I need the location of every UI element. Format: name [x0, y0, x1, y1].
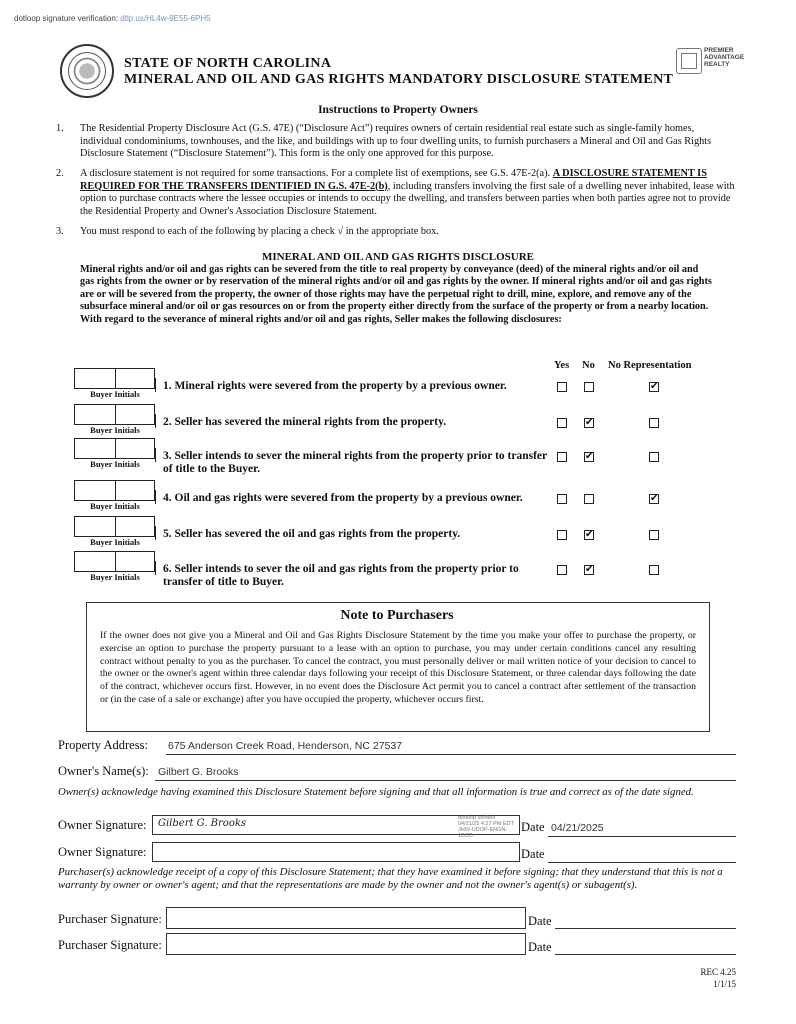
initials-cell[interactable] — [114, 516, 155, 537]
owner-names-label: Owner's Name(s): — [58, 764, 149, 778]
checkbox-yes[interactable] — [557, 418, 567, 428]
purchaser-date-line — [555, 928, 736, 929]
owner-names-value[interactable]: Gilbert G. Brooks — [158, 766, 239, 778]
buyer-initials-label: Buyer Initials — [74, 571, 156, 584]
item-text-emphasis: A DISCLOSURE STATEMENT IS REQUIRED FOR THE TRANSFERS IDENTIFIED IN G.S. 47E-2(b) — [80, 168, 707, 192]
purchaser-signature-label: Purchaser Signature: — [58, 912, 162, 926]
owner-signature-label: Owner Signature: — [58, 818, 147, 832]
initials-cell[interactable] — [114, 404, 155, 425]
disclosure-body: Mineral rights and/or oil and gas rights can be severed from the title to real property by conveyance (deed) of the mineral rights and/or oil and gas rights from the owner or by reservation of the mineral rights and/or oil and gas rights by the owner. If mineral rights and/or oil and gas rights are or will be severed from the property, the owner of those rights may have the perpetual right to drill, mine, explore, and remove any of the subsurface mineral and/or oil or gas resources on or from the property either directly from the surface of the property or from a nearby location. With regard to the severance of mineral rights and/or oil and gas rights, Seller makes the following disclosures: — [80, 264, 712, 325]
buyer-initials-box[interactable] — [74, 438, 156, 469]
owner-acknowledgement: Owner(s) acknowledge having examined this Disclosure Statement before signing and that all information is true and correct as of the date signed. — [58, 786, 694, 798]
purchaser-signature-field[interactable] — [166, 907, 526, 929]
question-text: 6. Seller intends to sever the oil and gas rights from the property prior to transfer of title to Buyer. — [163, 563, 519, 588]
col-no-representation: No Representation — [608, 360, 692, 371]
checkbox-no-representation[interactable] — [649, 530, 659, 540]
item-number: 2. — [56, 168, 64, 179]
note-body: If the owner does not give you a Mineral and Oil and Gas Rights Disclosure Statement by the time you make your offer to purchase the property, or exercise an option to purchase the property pursuant to a lease with an option to purchase, you may under certain conditions cancel any resulting contract without penalty to you as the purchaser. To cancel the contract, you must personally deliver or mail written notice of your decision to cancel to the owner or the owner's agent within three calendar days following your receipt of this Disclosure Statement, or three calendar days following the date of the contract, whichever occurs first. However, in no event does the Disclosure Act permit you to cancel a contract after settlement of the transaction or (in the case of a sale or exchange) after you have occupied the property, whichever occurs first. — [100, 630, 696, 705]
item-text — [80, 168, 736, 218]
checkbox-no[interactable] — [584, 382, 594, 392]
initials-cell[interactable] — [114, 368, 155, 389]
checkbox-yes[interactable] — [557, 530, 567, 540]
question-text: 2. Seller has severed the mineral rights from the property. — [163, 416, 447, 428]
checkbox-yes[interactable] — [557, 452, 567, 462]
item-number: 1. — [56, 123, 64, 134]
initials-cell[interactable] — [114, 551, 155, 572]
logo-mark-icon — [676, 48, 702, 74]
owner-date-2-label: Date — [521, 847, 545, 861]
instructions-title: Instructions to Property Owners — [318, 104, 478, 116]
checkbox-no-representation[interactable] — [649, 418, 659, 428]
owner-signature-2-label: Owner Signature: — [58, 845, 147, 859]
purchaser-date-label: Date — [528, 914, 552, 928]
checkbox-no[interactable]: ✔ — [585, 417, 594, 428]
property-address-line — [166, 754, 736, 755]
buyer-initials-label: Buyer Initials — [74, 424, 156, 437]
checkbox-no[interactable]: ✔ — [585, 451, 594, 462]
checkbox-no-representation[interactable] — [649, 452, 659, 462]
initials-cell[interactable] — [74, 438, 116, 459]
disclosure-title: MINERAL AND OIL AND GAS RIGHTS DISCLOSURE — [261, 251, 534, 263]
owner-date-label: Date — [521, 820, 545, 834]
col-yes: Yes — [554, 360, 570, 371]
item-text-a: A disclosure statement is not required for some transactions. For a complete list of exemptions, see G.S. 47E-2(a). — [80, 168, 553, 179]
item-text: The Residential Property Disclosure Act (G.S. 47E) (“Disclosure Act”) requires owners of certain residential real estate such as single-family homes, individual condominiums, townhouses, and the like, and buildings with up to four dwelling units, to furnish purchasers a Mineral and Oil and Gas Rights Disclosure Statement (“Disclosure Statement”). This form is the only one approved for this purpose. — [80, 123, 712, 159]
checkbox-yes[interactable] — [557, 382, 567, 392]
checkbox-yes[interactable] — [557, 565, 567, 575]
purchaser-signature-2-field[interactable] — [166, 933, 526, 955]
col-no: No — [582, 360, 595, 371]
checkbox-yes[interactable] — [557, 494, 567, 504]
logo-line-3: REALTY — [704, 61, 730, 68]
item-text: You must respond to each of the following by placing a check √ in the appropriate box. — [80, 226, 439, 237]
form-revision: 1/1/15 — [712, 979, 736, 989]
brokerage-logo — [676, 46, 786, 76]
item-text-c: , including transfers involving the first sale of a dwelling never inhabited, lease with option to purchase contracts where the lessee occupies or intends to occupy the dwelling, and transfers between parties when both parties agree not to provide the Residential Property and Owner's Association Disclosure Statement. — [80, 180, 735, 217]
property-address-value[interactable]: 675 Anderson Creek Road, Henderson, NC 27537 — [168, 740, 403, 752]
initials-cell[interactable] — [114, 480, 155, 501]
buyer-initials-label: Buyer Initials — [74, 500, 156, 513]
purchaser-date-2-label: Date — [528, 940, 552, 954]
signature-verification — [14, 14, 211, 23]
initials-cell[interactable] — [74, 404, 116, 425]
checkbox-no-representation[interactable] — [649, 565, 659, 575]
state-title: STATE OF NORTH CAROLINA — [124, 56, 332, 71]
property-address-label: Property Address: — [58, 738, 148, 752]
state-seal — [60, 44, 114, 98]
buyer-initials-box[interactable] — [74, 368, 156, 399]
form-title: MINERAL AND OIL AND GAS RIGHTS MANDATORY DISCLOSURE STATEMENT — [124, 72, 674, 87]
initials-cell[interactable] — [114, 438, 155, 459]
checkbox-no-representation[interactable]: ✔ — [650, 493, 659, 504]
buyer-initials-box[interactable] — [74, 516, 156, 547]
logo-line-2: ADVANTAGE — [704, 54, 745, 61]
buyer-initials-box[interactable] — [74, 404, 156, 435]
logo-line-1: PREMIER — [704, 47, 734, 54]
instruction-item-1 — [56, 123, 736, 161]
initials-cell[interactable] — [74, 516, 116, 537]
question-text: 5. Seller has severed the oil and gas rights from the property. — [163, 528, 461, 540]
verification-label: dotloop signature verification: — [14, 14, 119, 23]
checkbox-no[interactable] — [584, 494, 594, 504]
owner-date-line — [548, 836, 736, 837]
initials-cell[interactable] — [74, 551, 116, 572]
owner-names-line — [155, 780, 736, 781]
note-title: Note to Purchasers — [340, 608, 454, 623]
initials-cell[interactable] — [74, 480, 116, 501]
question-text: 3. Seller intends to sever the mineral rights from the property prior to transfer of title to the Buyer. — [163, 450, 547, 475]
owner-signature-2-field[interactable] — [152, 842, 520, 862]
checkbox-no-representation[interactable]: ✔ — [650, 381, 659, 392]
owner-signature-script: Gilbert G. Brooks — [158, 818, 247, 829]
checkbox-no[interactable]: ✔ — [585, 529, 594, 540]
verification-link[interactable]: dtlp.us/HL4w-9E55-6PH5 — [120, 14, 211, 23]
item-number: 3. — [56, 226, 64, 237]
buyer-initials-label: Buyer Initials — [74, 458, 156, 471]
owner-date-value[interactable]: 04/21/2025 — [551, 822, 604, 834]
checkbox-no[interactable]: ✔ — [585, 564, 594, 575]
owner-date-2-line — [548, 862, 736, 863]
instruction-item-3 — [56, 226, 736, 239]
buyer-initials-box[interactable] — [74, 480, 156, 511]
buyer-initials-label: Buyer Initials — [74, 388, 156, 401]
signature-verified-stamp: dotloop verified 04/21/25 4:27 PM EDT JHIS-UDOP-ENGN-1DCD — [458, 815, 514, 839]
buyer-initials-box[interactable] — [74, 551, 156, 582]
buyer-initials-label: Buyer Initials — [74, 536, 156, 549]
form-number: REC 4.25 — [700, 967, 736, 977]
initials-cell[interactable] — [74, 368, 116, 389]
question-text: 1. Mineral rights were severed from the property by a previous owner. — [163, 380, 507, 392]
purchaser-acknowledgement: Purchaser(s) acknowledge receipt of a copy of this Disclosure Statement; that they have examined it before signing; that they understand that this is not a warranty by owner or owner's agent; and that the representations are made by the owner and not the owner's agent(s) or subagent(s). — [58, 866, 723, 891]
purchaser-signature-2-label: Purchaser Signature: — [58, 938, 162, 952]
instruction-item-2 — [56, 168, 736, 218]
question-text: 4. Oil and gas rights were severed from the property by a previous owner. — [163, 492, 523, 504]
purchaser-date-2-line — [555, 954, 736, 955]
